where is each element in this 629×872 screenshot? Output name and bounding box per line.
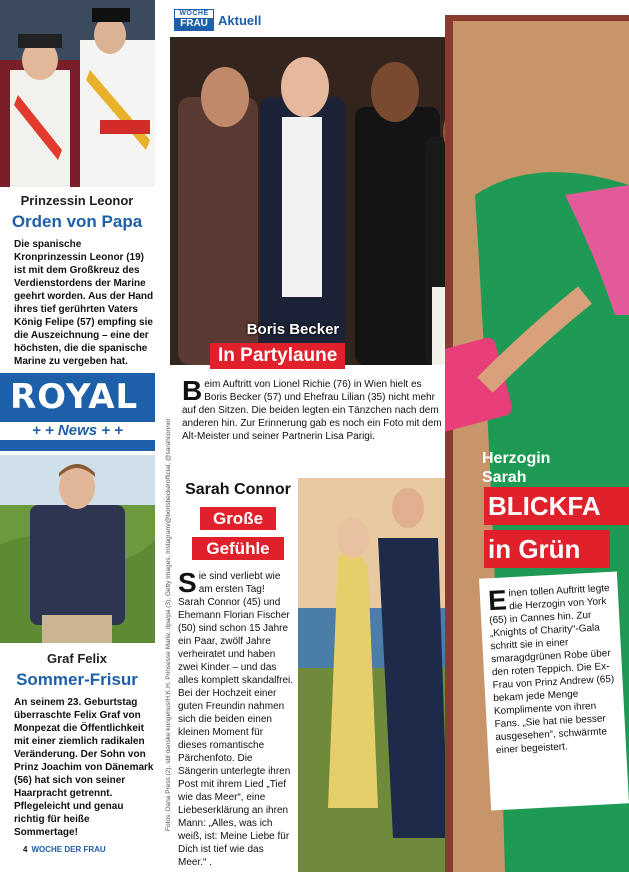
news-band — [0, 420, 155, 442]
sarah-body: inen tollen Auftritt legte die Herzogin von York (65) in Cannes hin. Zur „Knights of Charity“-Gala schritt sie in einer smaragdgrünen Robe über den roten Teppich. Die Ex-Frau von Prinz Andrew (65) bekam jede Menge Komplimente von ihren Fans. „Sie hat nie besser ausgesehen“, schwärmte einer begeistert. — [488, 582, 615, 757]
connor-headline-line2: Gefühle — [192, 537, 284, 560]
royal-news-box — [0, 373, 155, 451]
leonor-text: Die spanische Kronprinzessin Leonor (19) ist mit dem Großkreuz des Verdienstordens der Marine geehrt worden. Aus der Hand ihres tief gerührten Vaters König Felipe (57) empfing sie die Auszeichnung – eine der höchsten, die die spanische Marine zu vergeben hat. — [14, 239, 154, 367]
royal-title: ROYAL — [10, 377, 139, 417]
logo-line1: WOCHE — [179, 10, 209, 17]
sarah-headline-line1: BLICKFA — [484, 487, 629, 525]
footer-magazine: WOCHE DER FRAU — [31, 845, 106, 854]
sarah-text — [488, 582, 619, 757]
boris-body: eim Auftritt von Lionel Richie (76) in Wien hielt es Boris Becker (57) und Ehefrau Lilian (35) nicht mehr auf den Sitzen. Die beiden legten ein Tänzchen nach dem anderen hin. Zur Erinnerung gab es noch ein Foto mit dem Alt-Meister und seiner Partnerin Lisa Parigi. — [182, 379, 442, 442]
photo-credit: Fotos: Dana Press (2), sbt danske kongehus/H.K.H. Prinsesse Marie, dpa/pa (3), Getty Images, Instagram/@borisbeckerofficial, @sarahconnor — [165, 418, 172, 831]
page-number: 4 — [23, 845, 28, 854]
sarah-text-card — [479, 572, 629, 811]
felix-name: Graf Felix — [47, 651, 107, 666]
leonor-name: Prinzessin Leonor — [20, 193, 134, 208]
felix-headline: Sommer-Frisur — [16, 670, 138, 689]
felix-text: An seinem 23. Geburtstag überraschte Felix Graf von Monpezat die Öffentlichkeit mit einer ziemlich radikalen Veränderung. Der Sohn von Prinz Joachim von Dänemark (56) hat sich von seiner Haarpracht getrennt. Pflegeleicht und genau richtig für heiße Sommertage! — [14, 697, 154, 838]
connor-name: Sarah Connor — [185, 481, 291, 498]
connor-dropcap: S — [178, 567, 197, 598]
felix-photo — [0, 455, 155, 643]
sarah-name-line1: Herzogin — [482, 450, 551, 467]
page-footer — [23, 845, 106, 854]
news-label: + + News + + — [32, 422, 123, 439]
connor-text — [178, 567, 294, 869]
connor-body: ie sind verliebt wie am ersten Tag! Sarah Connor (45) und Ehemann Florian Fischer (50) sind schon 15 Jahre ein Paar, zwölf Jahre verheiratet und haben zwei Kinder – und das alles komplett skandalfrei. Bei der Hochzeit einer guten Freundin nahmen sich die beiden einen kleinen Moment für dieses romantische Pärchenfoto. Die Sängerin unterlegte ihren Post mit ihrem Lied „Tief wie das Meer“, eine Liebeserklärung an ihren Mann: „Alles, was ich weiß, ist: Meine Liebe für Dich ist tief wie das Meer.“ . — [178, 571, 294, 868]
magazine-logo — [174, 9, 214, 31]
boris-dropcap: B — [182, 375, 203, 406]
sarah-dropcap: E — [487, 584, 508, 617]
boris-text — [182, 375, 444, 443]
section-label: Aktuell — [218, 13, 262, 28]
boris-headline: In Partylaune — [210, 343, 345, 369]
leonor-headline: Orden von Papa — [11, 212, 143, 231]
boris-name: Boris Becker — [246, 321, 340, 338]
sarah-name-line2: Sarah — [482, 469, 527, 486]
leonor-photo — [0, 0, 155, 187]
logo-line2: FRAU — [175, 18, 213, 30]
connor-headline-line1: Große — [200, 507, 276, 530]
sarah-name — [482, 449, 550, 487]
sarah-headline-line2: in Grün — [484, 530, 610, 568]
